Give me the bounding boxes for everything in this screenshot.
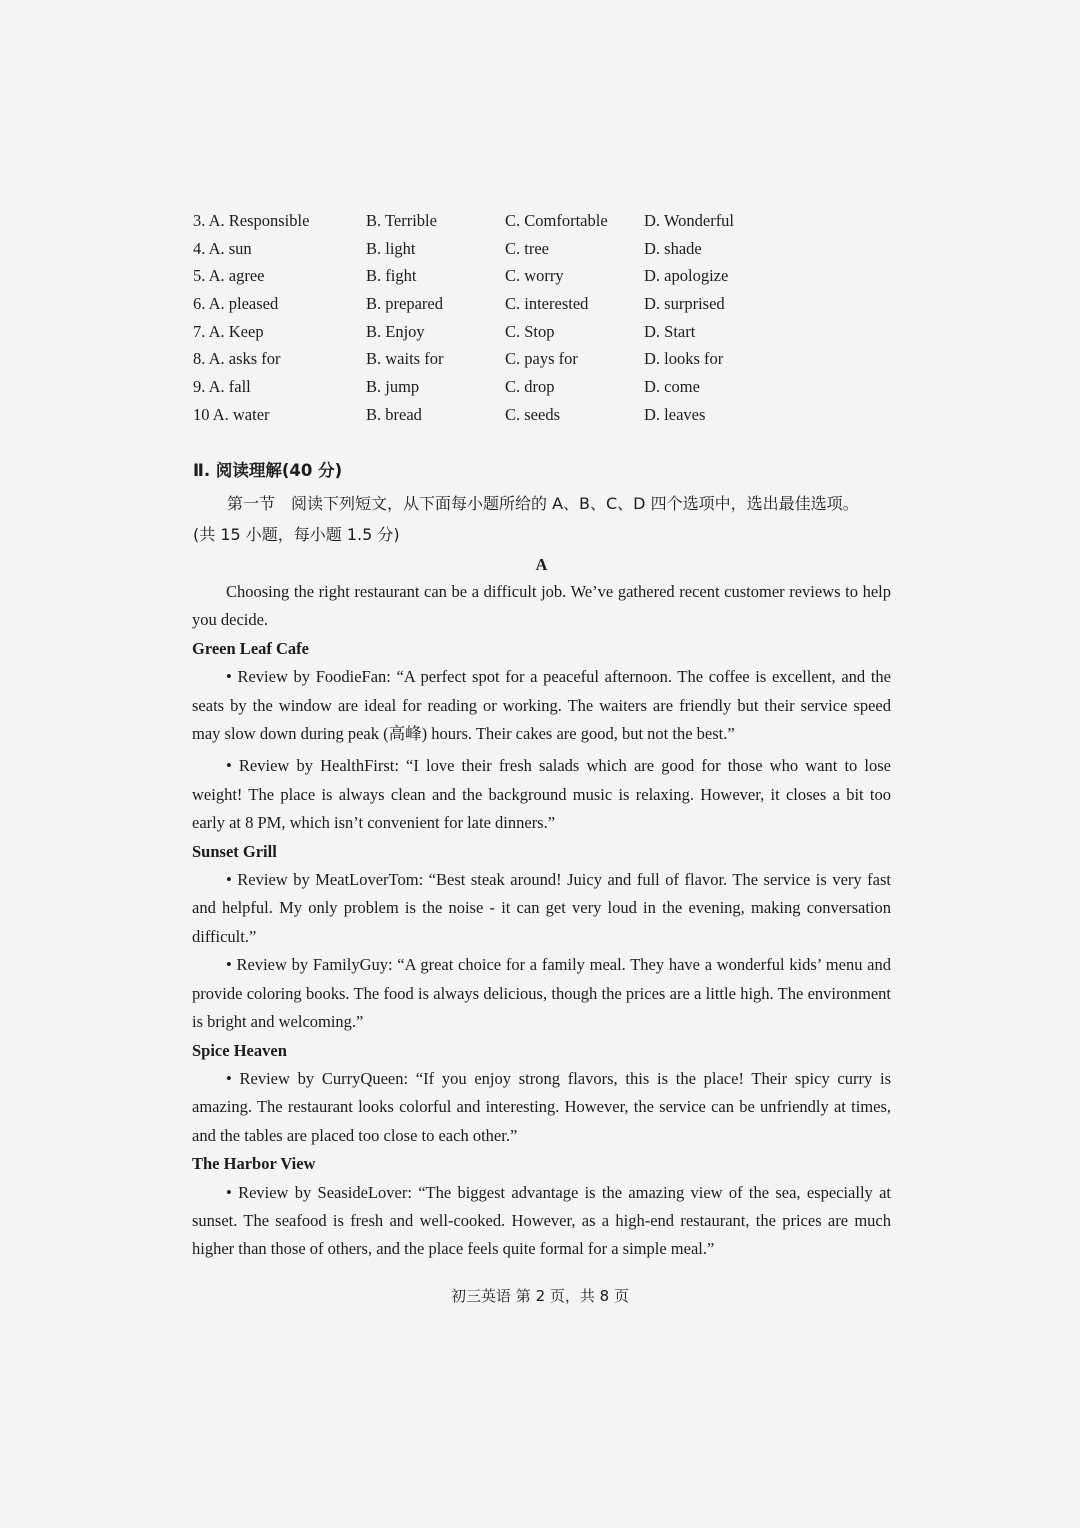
option-d: D. Wonderful xyxy=(644,211,735,230)
option-a: 7. A. Keep xyxy=(193,321,264,341)
section-title: Ⅱ. 阅读理解(40 分) xyxy=(193,461,343,480)
option-c: C. seeds xyxy=(505,404,560,424)
passage-letter: A xyxy=(535,555,548,574)
option-a: 6. A. pleased xyxy=(193,294,279,314)
option-d: D. leaves xyxy=(644,404,706,424)
passage-intro: Choosing the right restaurant can be a difficult job. We’ve gathered recent customer reviews to help you decide. xyxy=(192,582,891,630)
option-row xyxy=(193,345,793,373)
review-paragraph: • Review by HealthFirst: “I love their fresh salads which are good for those who want to lose weight! The place is always clean and the background music is relaxing. However, it closes a bit too early at 8 PM, which isn’t convenient for late dinners.” xyxy=(192,756,891,833)
restaurant-name: Green Leaf Cafe xyxy=(192,638,309,658)
option-a: 9. A. fall xyxy=(193,377,251,397)
review-paragraph: • Review by FamilyGuy: “A great choice for a family meal. They have a wonderful kids’ menu and provide coloring books. The food is always delicious, though the prices are a little high. The environment is bright and welcoming.” xyxy=(192,955,891,1032)
option-b: B. prepared xyxy=(366,294,443,314)
option-b: B. Enjoy xyxy=(366,321,425,341)
option-row xyxy=(193,318,793,346)
restaurant-name: Sunset Grill xyxy=(192,841,277,861)
review-paragraph: • Review by FoodieFan: “A perfect spot for a peaceful afternoon. The coffee is excellent, and the seats by the window are ideal for reading or working. The waiters are friendly but their service speed may slow down during peak (高峰) hours. Their cakes are good, but not the best.” xyxy=(192,667,891,744)
option-c: C. drop xyxy=(505,377,555,397)
option-a: 8. A. asks for xyxy=(193,349,281,369)
option-c: C. Comfortable xyxy=(505,211,608,230)
instruction-line: 第一节 阅读下列短文，从下面每小题所给的 A、B、C、D 四个选项中，选出最佳选项。 xyxy=(227,494,859,513)
option-row xyxy=(193,235,793,263)
option-d: D. shade xyxy=(644,238,702,258)
option-row xyxy=(193,207,793,235)
option-row xyxy=(193,401,793,429)
option-b: B. Terrible xyxy=(366,211,437,230)
restaurant-name: Spice Heaven xyxy=(192,1040,287,1060)
option-c: C. worry xyxy=(505,266,564,286)
option-b: B. waits for xyxy=(366,349,444,369)
option-a: 4. A. sun xyxy=(193,238,252,258)
option-c: C. pays for xyxy=(505,349,578,369)
option-a: 3. A. Responsible xyxy=(193,211,310,230)
review-paragraph: • Review by CurryQueen: “If you enjoy strong flavors, this is the place! Their spicy curry is amazing. The restaurant looks colorful and interesting. However, the service can be unfriendly at times, and the tables are placed too close to each other.” xyxy=(192,1068,891,1145)
option-b: B. fight xyxy=(366,266,417,286)
option-b: B. light xyxy=(366,238,416,258)
review-paragraph: • Review by SeasideLover: “The biggest advantage is the amazing view of the sea, especially at sunset. The seafood is fresh and well-cooked. However, as a high-end restaurant, the prices are much higher than those of others, and the place feels quite formal for a simple meal.” xyxy=(192,1182,891,1259)
cloze-options xyxy=(193,207,793,429)
option-a: 5. A. agree xyxy=(193,266,265,286)
passage-body xyxy=(192,578,891,1264)
review-paragraph: • Review by MeatLoverTom: “Best steak around! Juicy and full of flavor. The service is very fast and helpful. My only problem is the noise - it can get very loud in the evening, making conversation difficult.” xyxy=(192,870,891,946)
option-a: 10 A. water xyxy=(193,404,270,424)
option-d: D. come xyxy=(644,377,700,397)
section-instructions xyxy=(193,488,893,550)
restaurant-name: The Harbor View xyxy=(192,1154,316,1174)
option-row xyxy=(193,373,793,401)
option-b: B. jump xyxy=(366,377,420,397)
page-footer: 初三英语 第 2 页，共 8 页 xyxy=(451,1287,629,1305)
option-d: D. surprised xyxy=(644,294,725,314)
option-b: B. bread xyxy=(366,404,422,424)
option-c: C. Stop xyxy=(505,321,555,341)
option-d: D. looks for xyxy=(644,349,724,369)
option-d: D. Start xyxy=(644,321,696,341)
option-c: C. tree xyxy=(505,238,549,258)
option-row xyxy=(193,290,793,318)
option-d: D. apologize xyxy=(644,266,729,286)
option-row xyxy=(193,262,793,290)
instruction-line: (共 15 小题，每小题 1.5 分) xyxy=(193,525,400,544)
option-c: C. interested xyxy=(505,294,589,314)
